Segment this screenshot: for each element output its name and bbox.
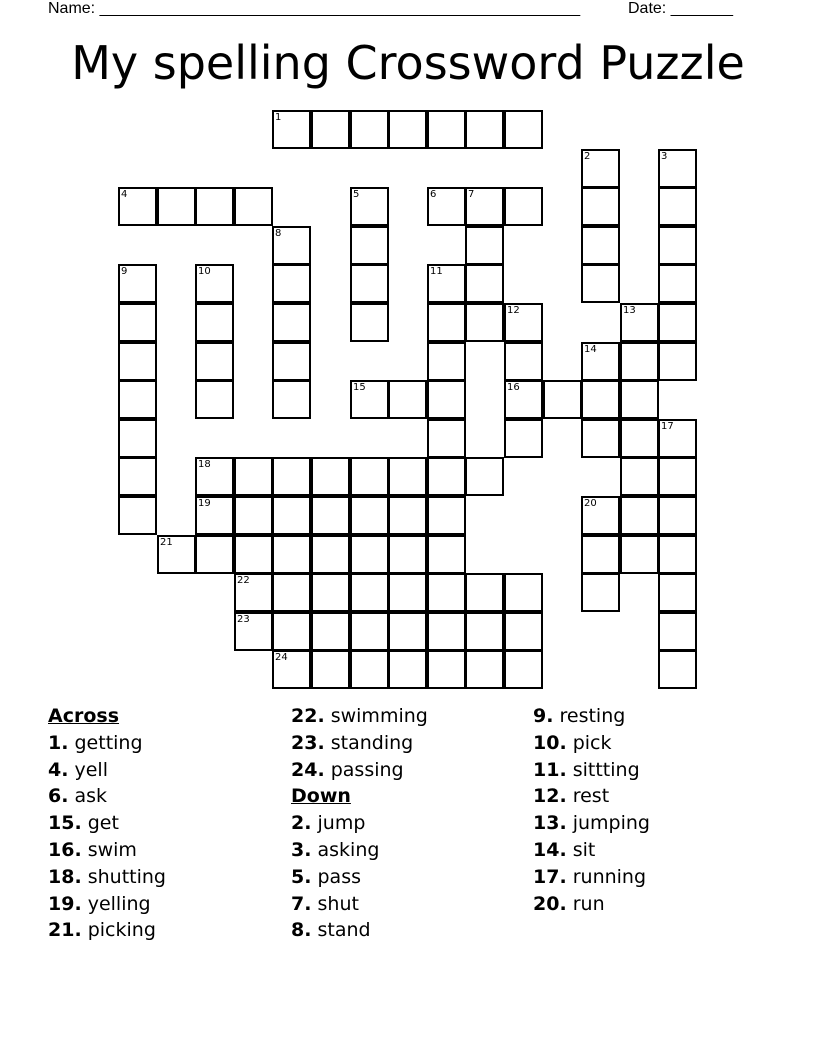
grid-cell[interactable]	[658, 342, 697, 381]
clue-down-5: 5. pass	[291, 865, 362, 888]
grid-cell[interactable]	[272, 342, 311, 381]
down-heading: Down	[291, 785, 351, 808]
grid-cell[interactable]	[272, 303, 311, 342]
grid-cell[interactable]	[195, 303, 234, 342]
grid-cell[interactable]	[311, 650, 350, 689]
grid-cell[interactable]	[465, 226, 504, 265]
grid-cell[interactable]	[272, 612, 311, 651]
grid-cell[interactable]	[620, 535, 659, 574]
clue-number: 16	[507, 382, 520, 393]
grid-cell[interactable]	[388, 110, 427, 149]
clue-number: 1	[275, 112, 282, 123]
grid-cell[interactable]	[311, 612, 350, 651]
clue-number: 2	[584, 151, 591, 162]
grid-cell[interactable]	[234, 187, 273, 226]
grid-cell[interactable]	[581, 535, 620, 574]
grid-cell[interactable]	[388, 380, 427, 419]
clue-number: 14	[584, 344, 597, 355]
grid-cell[interactable]	[118, 303, 157, 342]
grid-cell[interactable]	[195, 535, 234, 574]
grid-cell[interactable]	[195, 380, 234, 419]
grid-cell[interactable]	[620, 380, 659, 419]
grid-cell[interactable]	[427, 380, 466, 419]
grid-cell[interactable]	[388, 496, 427, 535]
clue-number: 11	[430, 266, 443, 277]
grid-cell[interactable]	[658, 303, 697, 342]
across-heading: Across	[48, 705, 120, 727]
grid-cell[interactable]	[620, 457, 659, 496]
grid-cell[interactable]	[388, 535, 427, 574]
clue-down-7: 7. shut	[291, 892, 359, 915]
grid-cell[interactable]	[350, 650, 389, 689]
clue-across-23: 23. standing	[291, 731, 414, 754]
clue-column-3	[533, 703, 650, 917]
clue-number: 23	[237, 614, 250, 625]
clue-number: 13	[623, 305, 636, 316]
clue-number: 20	[584, 498, 597, 509]
clue-number: 8	[275, 228, 282, 239]
grid-cell[interactable]	[543, 380, 582, 419]
grid-cell[interactable]	[388, 457, 427, 496]
clue-number: 4	[121, 189, 128, 200]
clue-number: 18	[198, 459, 211, 470]
grid-cell[interactable]	[311, 496, 350, 535]
clue-across-24: 24. passing	[291, 758, 404, 781]
grid-cell[interactable]	[350, 573, 389, 612]
grid-cell[interactable]	[234, 496, 273, 535]
clue-number: 24	[275, 652, 288, 663]
grid-cell[interactable]	[465, 650, 504, 689]
grid-cell[interactable]	[465, 303, 504, 342]
clue-down-17: 17. running	[533, 865, 647, 888]
grid-cell[interactable]	[427, 650, 466, 689]
clue-down-8: 8. stand	[291, 919, 371, 942]
clue-across-6: 6. ask	[48, 785, 108, 808]
grid-cell[interactable]	[272, 457, 311, 496]
grid-cell[interactable]	[350, 303, 389, 342]
grid-cell[interactable]	[157, 187, 196, 226]
grid-cell[interactable]	[658, 612, 697, 651]
grid-cell[interactable]	[581, 380, 620, 419]
grid-cell[interactable]	[465, 573, 504, 612]
grid-cell[interactable]	[504, 419, 543, 458]
grid-cell[interactable]	[504, 342, 543, 381]
grid-cell[interactable]	[581, 187, 620, 226]
grid-cell[interactable]	[658, 187, 697, 226]
grid-cell[interactable]	[658, 264, 697, 303]
clue-number: 6	[430, 189, 437, 200]
grid-cell[interactable]	[272, 496, 311, 535]
clue-number: 3	[661, 151, 668, 162]
date-field-label: Date: _______	[628, 0, 733, 17]
clue-column-1	[48, 703, 166, 944]
grid-cell[interactable]	[350, 612, 389, 651]
grid-cell[interactable]	[195, 342, 234, 381]
grid-cell[interactable]	[620, 342, 659, 381]
grid-cell[interactable]	[427, 535, 466, 574]
grid-cell[interactable]	[388, 650, 427, 689]
grid-cell[interactable]	[272, 535, 311, 574]
grid-cell[interactable]	[350, 457, 389, 496]
grid-cell[interactable]	[388, 612, 427, 651]
grid-cell[interactable]	[350, 264, 389, 303]
clue-number: 7	[468, 189, 475, 200]
grid-cell[interactable]	[427, 342, 466, 381]
grid-cell[interactable]	[350, 110, 389, 149]
grid-cell[interactable]	[465, 612, 504, 651]
grid-cell[interactable]	[311, 573, 350, 612]
clue-column-2	[291, 703, 428, 944]
clue-down-11: 11. sittting	[533, 758, 640, 781]
grid-cell[interactable]	[311, 110, 350, 149]
grid-cell[interactable]	[350, 496, 389, 535]
grid-cell[interactable]	[658, 457, 697, 496]
grid-cell[interactable]	[118, 457, 157, 496]
clue-down-9: 9. resting	[533, 705, 626, 727]
clue-across-21: 21. picking	[48, 919, 156, 942]
grid-cell[interactable]	[272, 573, 311, 612]
clue-down-2: 2. jump	[291, 812, 366, 835]
clue-across-1: 1. getting	[48, 731, 143, 754]
clue-across-15: 15. get	[48, 812, 119, 835]
clue-number: 15	[353, 382, 366, 393]
page-title: My spelling Crossword Puzzle	[71, 36, 745, 90]
grid-cell[interactable]	[388, 573, 427, 612]
grid-cell[interactable]	[465, 264, 504, 303]
clue-across-4: 4. yell	[48, 758, 108, 781]
grid-cell[interactable]	[504, 650, 543, 689]
grid-cell[interactable]	[234, 457, 273, 496]
grid-cell[interactable]	[427, 419, 466, 458]
clue-across-22: 22. swimming	[291, 705, 428, 727]
clue-down-12: 12. rest	[533, 785, 610, 808]
grid-cell[interactable]	[581, 264, 620, 303]
grid-cell[interactable]	[581, 573, 620, 612]
grid-cell[interactable]	[311, 535, 350, 574]
grid-cell[interactable]	[465, 110, 504, 149]
clue-down-3: 3. asking	[291, 838, 380, 861]
clue-number: 9	[121, 266, 128, 277]
grid-cell[interactable]	[427, 110, 466, 149]
name-field-label: Name: ______________________________________________________	[48, 0, 581, 17]
grid-cell[interactable]	[658, 573, 697, 612]
grid-cell[interactable]	[620, 496, 659, 535]
clue-down-13: 13. jumping	[533, 812, 650, 835]
clue-down-20: 20. run	[533, 892, 605, 915]
grid-cell[interactable]	[118, 342, 157, 381]
grid-cell[interactable]	[427, 612, 466, 651]
clue-number: 17	[661, 421, 674, 432]
grid-cell[interactable]	[658, 496, 697, 535]
grid-cell[interactable]	[118, 419, 157, 458]
grid-cell[interactable]	[350, 535, 389, 574]
grid-cell[interactable]	[658, 226, 697, 265]
grid-cell[interactable]	[272, 264, 311, 303]
grid-cell[interactable]	[118, 380, 157, 419]
grid-cell[interactable]	[465, 457, 504, 496]
clue-number: 5	[353, 189, 360, 200]
clue-down-14: 14. sit	[533, 838, 596, 861]
grid-cell[interactable]	[504, 573, 543, 612]
clue-number: 19	[198, 498, 211, 509]
grid-cell[interactable]	[427, 496, 466, 535]
grid-cell[interactable]	[427, 457, 466, 496]
clue-number: 12	[507, 305, 520, 316]
grid-cell[interactable]	[504, 187, 543, 226]
grid-cell[interactable]	[504, 110, 543, 149]
grid-cell[interactable]	[350, 226, 389, 265]
clue-across-16: 16. swim	[48, 838, 137, 861]
grid-cell[interactable]	[427, 573, 466, 612]
grid-cell[interactable]	[272, 380, 311, 419]
grid-cell[interactable]	[118, 496, 157, 535]
clue-across-18: 18. shutting	[48, 865, 166, 888]
grid-cell[interactable]	[427, 303, 466, 342]
grid-cell[interactable]	[581, 226, 620, 265]
grid-cell[interactable]	[311, 457, 350, 496]
grid-cell[interactable]	[658, 650, 697, 689]
clue-number: 10	[198, 266, 211, 277]
clue-across-19: 19. yelling	[48, 892, 151, 915]
grid-cell[interactable]	[504, 612, 543, 651]
grid-cell[interactable]	[234, 535, 273, 574]
clue-number: 22	[237, 575, 250, 586]
grid-cell[interactable]	[581, 419, 620, 458]
grid-cell[interactable]	[658, 535, 697, 574]
clue-number: 21	[160, 537, 173, 548]
clue-down-10: 10. pick	[533, 731, 612, 754]
grid-cell[interactable]	[620, 419, 659, 458]
grid-cell[interactable]	[195, 187, 234, 226]
